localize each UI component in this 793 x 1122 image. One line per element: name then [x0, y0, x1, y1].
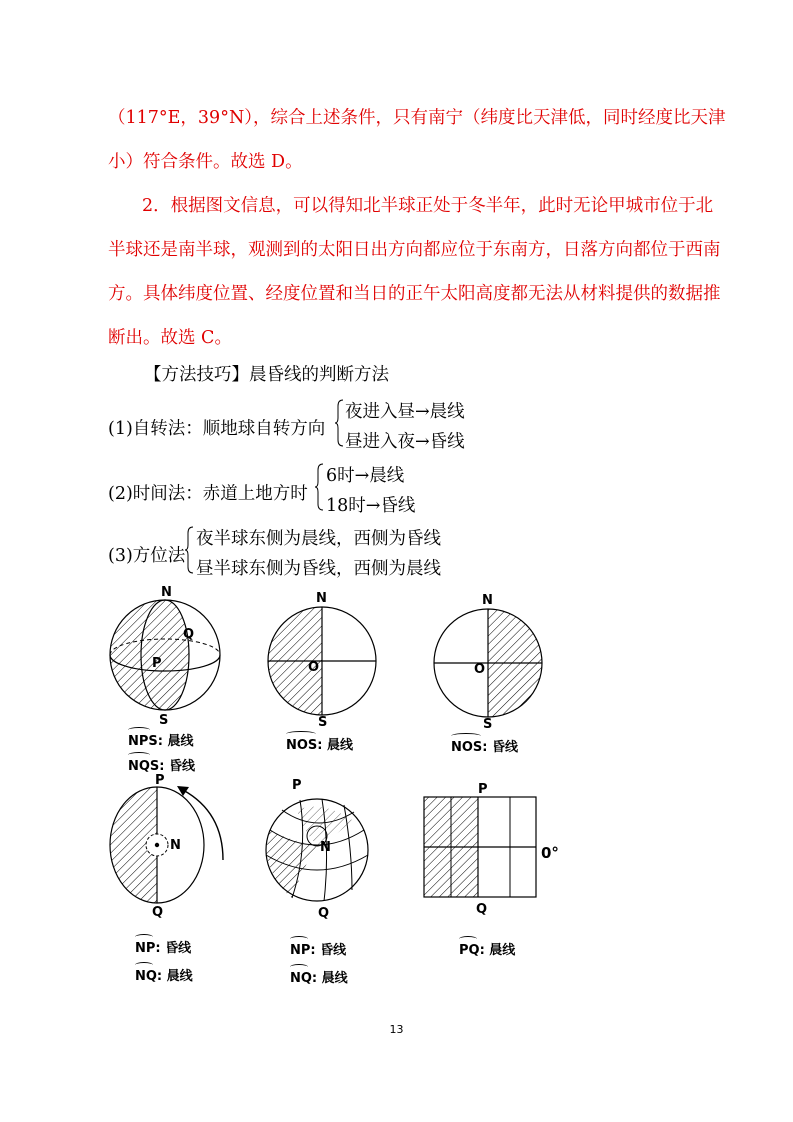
- globe-diagram-3: [432, 607, 544, 719]
- method-2-option-a: 6时→晨线: [326, 466, 405, 486]
- label-equator-degree: 0°: [541, 844, 559, 862]
- label-o: O: [474, 662, 486, 677]
- label-q: Q: [318, 906, 330, 921]
- diagram-caption: NQ: 晨线: [290, 971, 348, 986]
- method-3-option-a: 夜半球东侧为晨线，西侧为昏线: [196, 529, 441, 549]
- method-3-option-b: 昼半球东侧为昏线，西侧为晨线: [196, 559, 441, 579]
- paragraph-line: 断出。故选 C。: [108, 328, 232, 348]
- label-p: P: [292, 778, 302, 793]
- label-p: P: [155, 773, 165, 788]
- label-q: Q: [476, 902, 488, 917]
- label-n: N: [161, 585, 172, 600]
- label-q: Q: [183, 627, 195, 642]
- method-1-option-b: 昼进入夜→昏线: [345, 432, 465, 452]
- diagram-caption: NQ: 晨线: [135, 969, 193, 984]
- label-p: P: [478, 782, 488, 797]
- label-n: N: [316, 591, 327, 606]
- brace-icon: [185, 525, 195, 575]
- paragraph-line: （117°E，39°N），综合上述条件，只有南宁（纬度比天津低，同时经度比天津: [108, 108, 726, 128]
- brace-icon: [315, 462, 325, 512]
- label-o: O: [308, 660, 320, 675]
- globe-diagram-2: [266, 605, 378, 717]
- diagram-caption: NQS: 昏线: [128, 759, 196, 774]
- label-n: N: [320, 840, 331, 855]
- method-2-label: (2)时间法：赤道上地方时: [108, 484, 308, 504]
- diagram-caption: NP: 昏线: [290, 943, 347, 958]
- label-n: N: [170, 838, 181, 853]
- method-1-option-a: 夜进入昼→晨线: [345, 402, 465, 422]
- label-s: S: [159, 713, 169, 728]
- method-3-label: (3)方位法: [108, 546, 186, 566]
- diagram-caption: NOS: 晨线: [286, 738, 354, 753]
- brace-icon: [335, 398, 345, 448]
- globe-diagram-1: [108, 598, 223, 713]
- paragraph-line: 2．根据图文信息，可以得知北半球正处于冬半年，此时无论甲城市位于北: [142, 196, 714, 216]
- label-p: P: [152, 656, 162, 671]
- label-s: S: [318, 715, 328, 730]
- label-s: S: [483, 717, 493, 732]
- paragraph-line: 小）符合条件。故选 D。: [108, 152, 303, 172]
- paragraph-line: 半球还是南半球，观测到的太阳日出方向都应位于东南方，日落方向都位于西南: [108, 240, 721, 260]
- method-1-label: (1)自转法：顺地球自转方向: [108, 419, 326, 439]
- paragraph-line: 方。具体纬度位置、经度位置和当日的正午太阳高度都无法从材料提供的数据推: [108, 284, 721, 304]
- globe-diagram-5: [262, 790, 372, 905]
- globe-diagram-4: [105, 782, 230, 907]
- label-n: N: [482, 593, 493, 608]
- label-q: Q: [152, 905, 164, 920]
- grid-map-diagram: [422, 795, 538, 899]
- tips-heading: 【方法技巧】晨昏线的判断方法: [144, 365, 389, 385]
- page-number: 13: [389, 1023, 404, 1036]
- diagram-caption: NOS: 昏线: [451, 740, 519, 755]
- diagram-caption: NP: 昏线: [135, 941, 192, 956]
- diagram-caption: NPS: 晨线: [128, 734, 194, 749]
- method-2-option-b: 18时→昏线: [326, 496, 416, 516]
- diagram-caption: PQ: 晨线: [459, 943, 516, 958]
